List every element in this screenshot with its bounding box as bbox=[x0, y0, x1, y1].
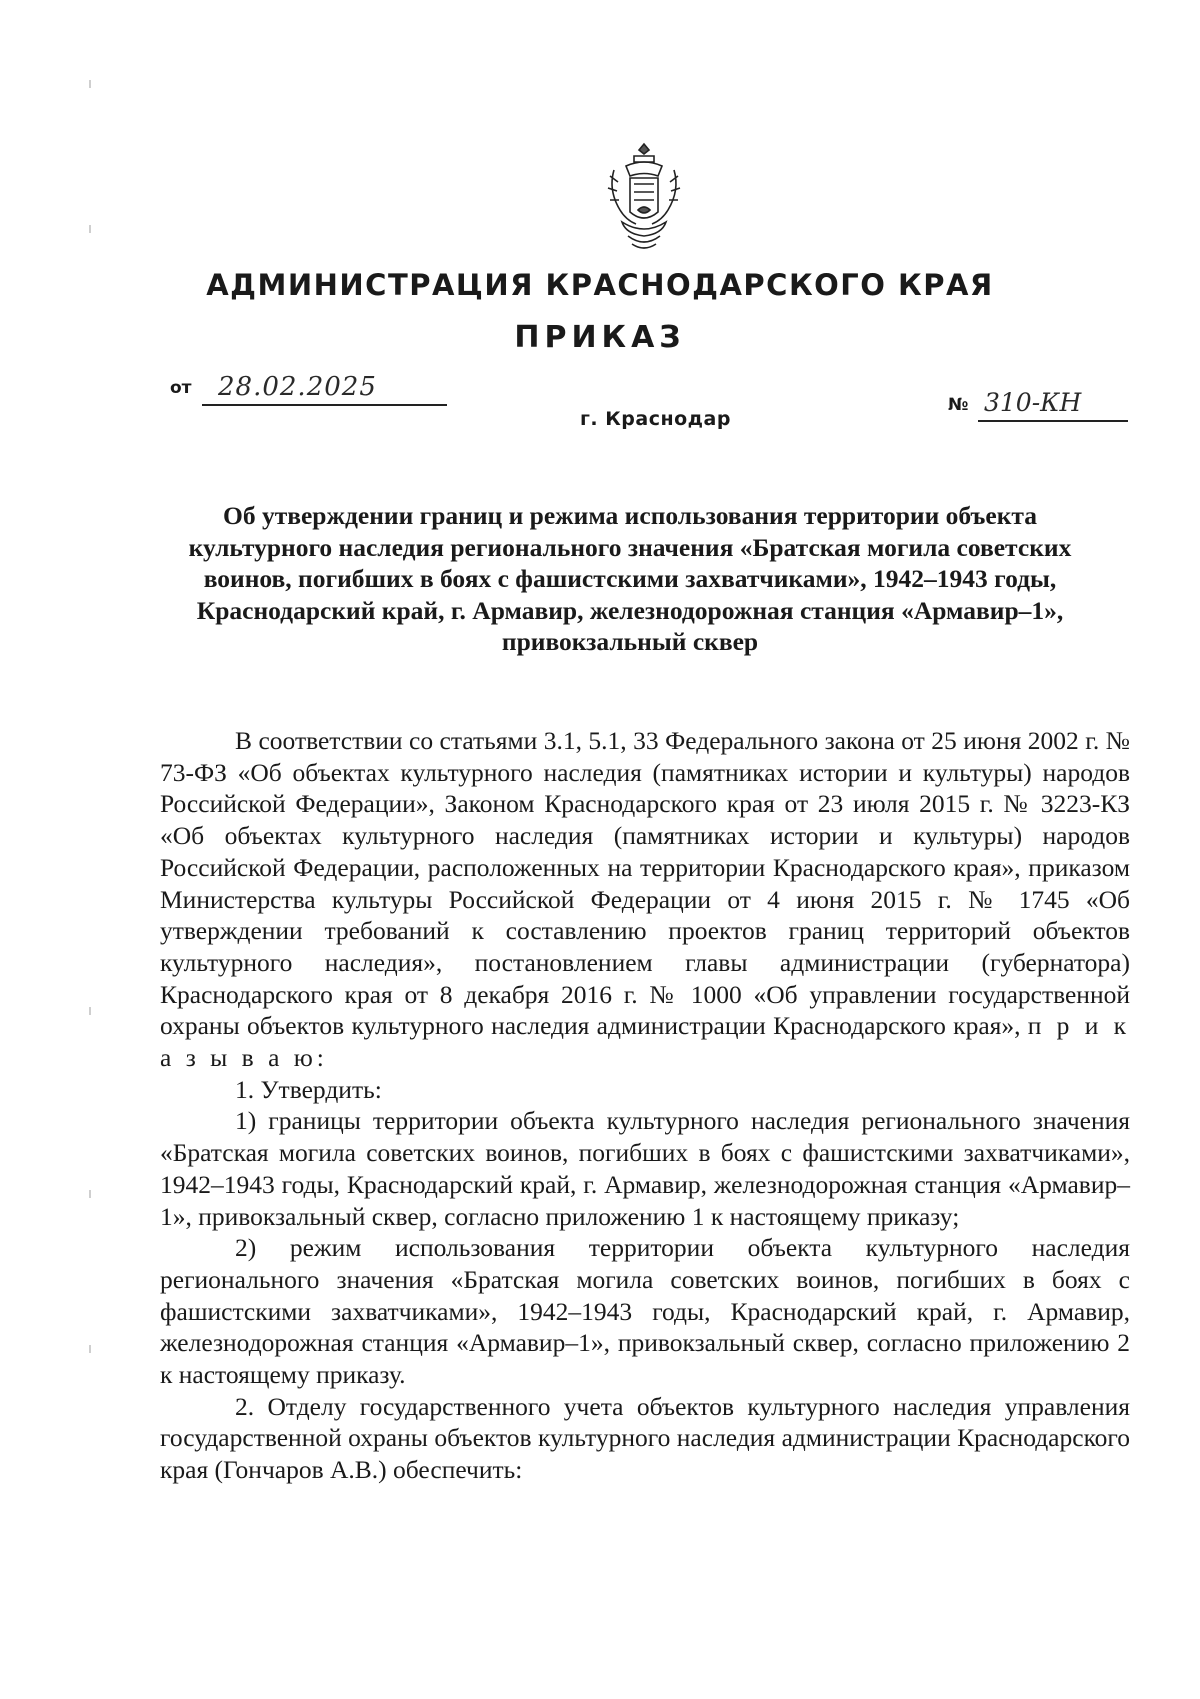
date-underline bbox=[202, 404, 447, 406]
date-label: от bbox=[170, 378, 192, 398]
document-body bbox=[160, 725, 1130, 1486]
coat-of-arms-icon bbox=[604, 140, 684, 258]
item-1-2: 2) режим использования территории объекта культурного наследия регионального значения «Братская могила советских воинов, погибших в боях с фашистскими захватчиками», 1942–1943 годы, Краснодарский край, г. Армавир, железнодорожная станция «Армавир–1», привокзальный сквер, согласно приложению 2 к настоящему приказу. bbox=[160, 1233, 1130, 1390]
document-title: Об утверждении границ и режима использования территории объекта культурного наследия регионального значения «Братская могила советских воинов, погибших в боях с фашистскими захватчиками», 1942–1943 годы, Краснодарский край, г. Армавир, железнодорожная станция «Армавир–1», привокзальный сквер bbox=[188, 501, 1072, 656]
scan-mark bbox=[89, 80, 91, 88]
order-word: п р и к а з ы в а ю: bbox=[160, 1011, 1130, 1073]
date-value: 28.02.2025 bbox=[218, 372, 377, 402]
scan-mark bbox=[89, 1190, 91, 1198]
scan-mark bbox=[89, 225, 91, 233]
item-2: 2. Отделу государственного учета объектов культурного наследия управления государственной охраны объектов культурного наследия администрации Краснодарского края (Гончаров А.В.) обеспечить: bbox=[160, 1391, 1130, 1485]
item-1-1: 1) границы территории объекта культурного наследия регионального значения «Братская могила советских воинов, погибших в боях с фашистскими захватчиками», 1942–1943 годы, Краснодарский край, г. Армавир, железнодорожная станция «Армавир–1», привокзальный сквер, согласно приложению 1 к настоящему приказу; bbox=[160, 1106, 1130, 1231]
preamble-text: В соответствии со статьями 3.1, 5.1, 33 Федерального закона от 25 июня 2002 г. № 73-ФЗ «Об объектах культурного наследия (памятниках истории и культуры) народов Российской Федерации», Законом Краснодарского края от 23 июля 2015 г. № 3223-КЗ «Об объектах культурного наследия (памятниках истории и культуры) народов Российской Федерации, расположенных на территории Краснодарского края», приказом Министерства культуры Российской Федерации от 4 июня 2015 г. № 1745 «Об утверждении требований к составлению проектов границ территорий объектов культурного наследия», постановлением главы администрации (губернатора) Краснодарского края от 8 декабря 2016 г. № 1000 «Об управлении государственной охраны объектов культурного наследия администрации Краснодарского края», bbox=[160, 726, 1130, 1041]
city: г. Краснодар bbox=[580, 408, 731, 430]
document-type: ПРИКАЗ bbox=[514, 320, 686, 355]
item-1: 1. Утвердить: bbox=[235, 1074, 382, 1104]
scan-mark bbox=[89, 1345, 91, 1353]
scan-mark bbox=[89, 1007, 91, 1015]
preamble-paragraph bbox=[160, 725, 1130, 1074]
organization-name: АДМИНИСТРАЦИЯ КРАСНОДАРСКОГО КРАЯ bbox=[206, 268, 994, 302]
number-underline bbox=[978, 420, 1128, 422]
number-label: № bbox=[948, 395, 969, 415]
number-value: 310-КН bbox=[984, 388, 1082, 417]
